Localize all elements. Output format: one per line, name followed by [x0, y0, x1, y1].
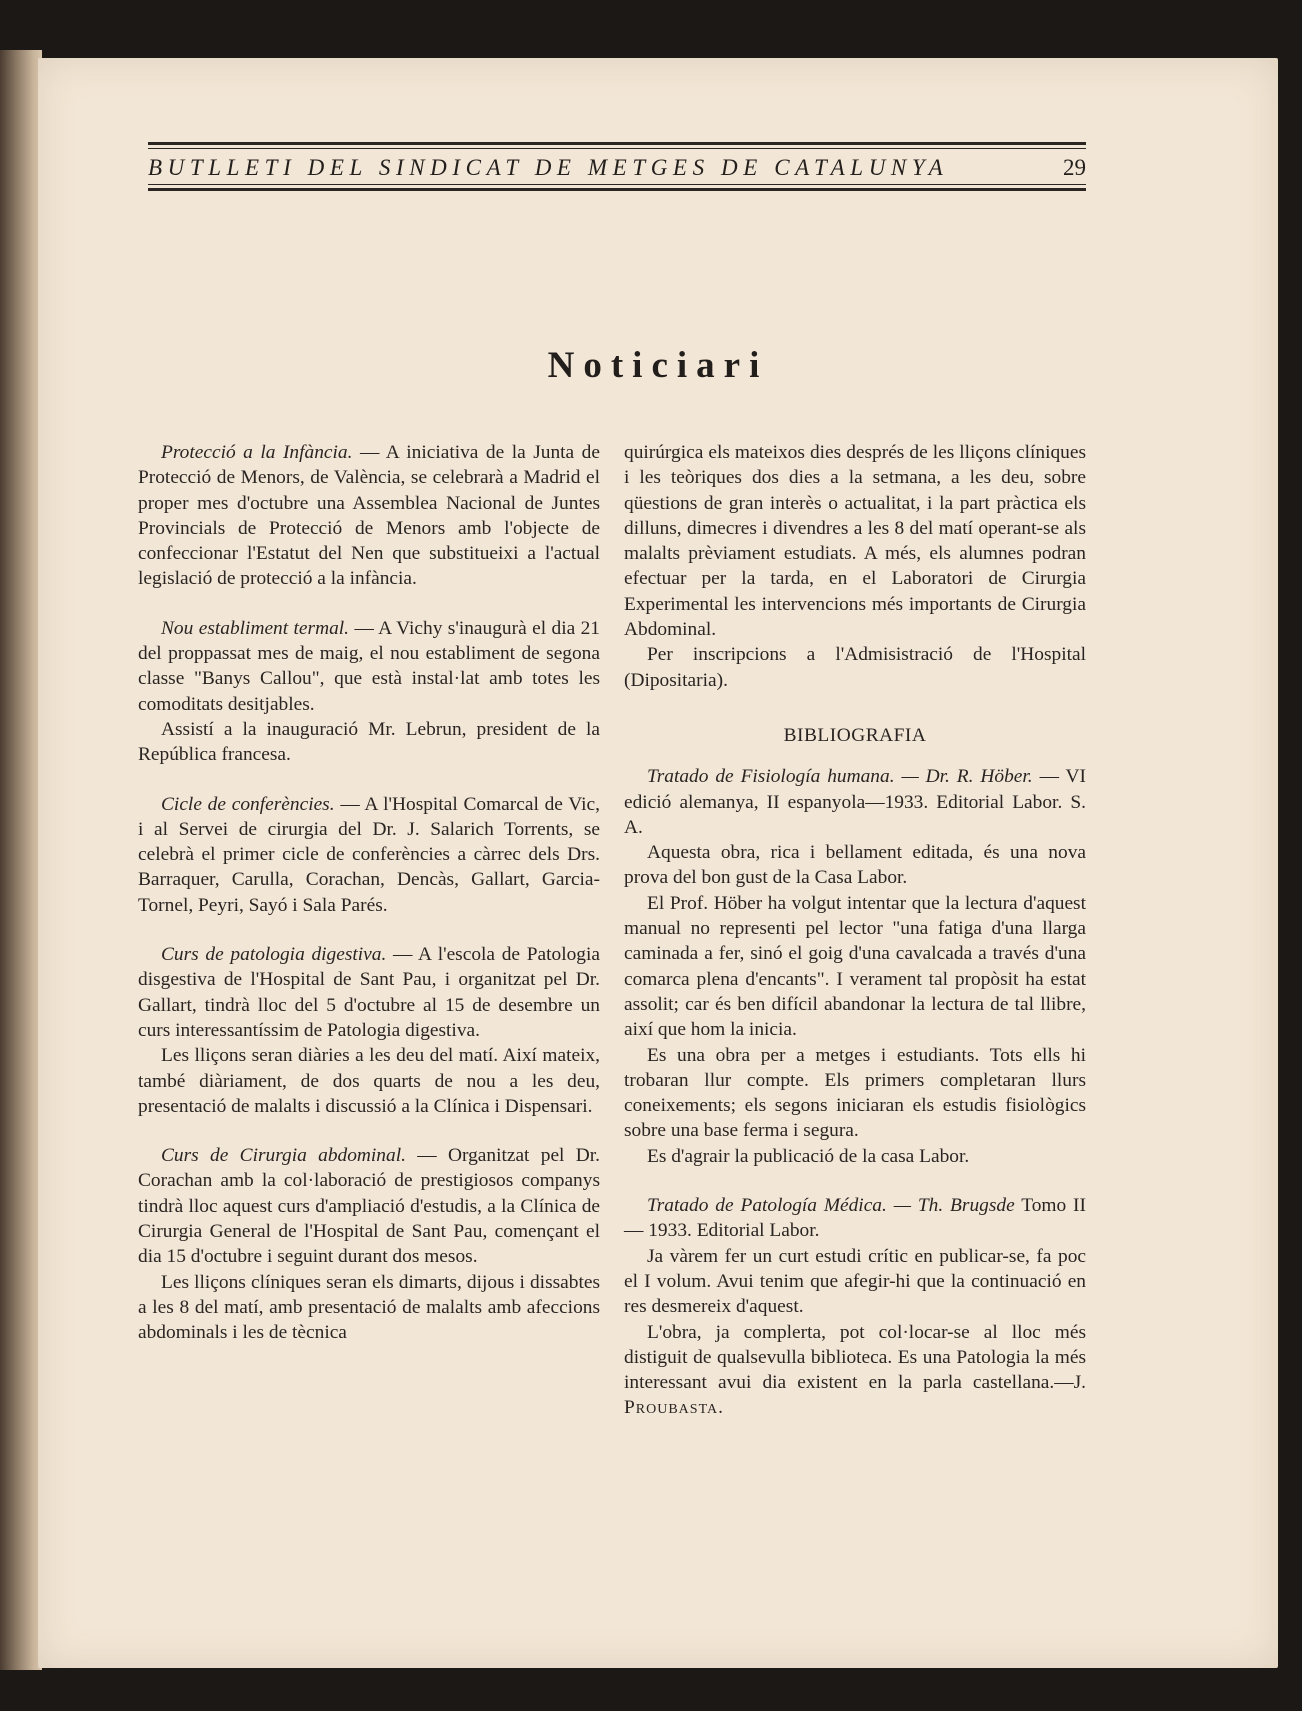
author-signature: Proubasta.: [624, 1397, 724, 1419]
article-cirurgia: [138, 1143, 600, 1269]
review-paragraph: El Prof. Höber ha volgut intentar que la lectura d'aquest manual no representi pel lector "una fatiga d'una llarga caminada a fer, sinó el goig d'una cavalcada a través d'una comarca plena d'encants". I verament tal propòsit ha estat assolit; car és ben difícil abandonar la lectura de tal llibre, així que hom la inicia.: [624, 892, 1086, 1041]
article-text: — A iniciativa de la Junta de Protecció de Menors, de València, se celebrarà a Madrid el proper mes d'octubre una Assemblea Nacional de Juntes Provincials de Protecció de Menors amb l'objecte de confeccionar l'Estatut del Nen que substitueixi a l'actual legislació de protecció a la infància.: [138, 442, 600, 590]
bibliography-heading: BIBLIOGRAFIA: [783, 724, 927, 746]
article-text: — A Vichy s'inaugurà el dia 21 del proppassat mes de maig, el nou establiment de segona classe "Banys Callou", que està instal·lat amb totes les comoditats desitjables.: [138, 617, 601, 715]
article-heading: Protecció a la Infància.: [161, 442, 353, 463]
journal-title: BUTLLETI DEL SINDICAT DE METGES DE CATALUNYA: [148, 155, 949, 180]
article-paragraph: Per inscripcions a l'Admisistració de l'Hospital (Dipositaria).: [624, 644, 1086, 691]
header-rule-bottom: [148, 188, 1086, 191]
book-spine-edge: [0, 50, 42, 1670]
article-heading: Curs de patologia digestiva.: [161, 944, 387, 966]
article-establiment: [138, 616, 600, 717]
article-paragraph: quirúrgica els mateixos dies després de les lliçons clíniques i les teòriques dos dies a la setmana, a les deu, sobre qüestions de gran interès o actualitat, i la part pràctica els dilluns, dimecres i divendres a les 8 del matí operant-se als malalts prèviament estudiats. A més, els alumnes podran efectuar per la tarda, en el Laboratori de Cirurgia Experimental les intervencions més importants de Cirurgia Abdominal.: [624, 442, 1086, 641]
article-patologia: [138, 942, 600, 1043]
article-paragraph: Les lliçons clíniques seran els dimarts, dijous i dissabtes a les 8 del matí, amb presentació de malalts amb afeccions abdominals i les de tècnica: [138, 1271, 600, 1344]
article-text: — A l'Hospital Comarcal de Vic, i al Servei de cirurgia del Dr. J. Salarich Torrents, se celebrà el primer cicle de conferències a càrrec dels Drs. Barraquer, Carulla, Corachan, Dencàs, Gallart, Garcia-Tornel, Peyri, Sayó i Sala Parés.: [138, 793, 600, 916]
running-header: [148, 142, 1086, 191]
article-heading: Curs de Cirurgia abdominal.: [161, 1145, 406, 1167]
review-paragraph: Aquesta obra, rica i bellament editada, és una nova prova del bon gust de la Casa Labor.: [624, 842, 1086, 889]
book-title: Tratado de Fisiología humana. — Dr. R. Höber.: [647, 766, 1033, 788]
review-paragraph: Es una obra per a metges i estudiants. Tots ells hi trobaran llur compte. Els primers completaran llurs coneixements; els segons iniciaran els estudis fisiològics sobre una base ferma i segura.: [624, 1044, 1086, 1142]
book-review-fisiologia: [624, 764, 1086, 840]
review-paragraph: Ja vàrem fer un curt estudi crític en publicar-se, fa poc el I volum. Avui tenim que afegir-hi que la continuació en res desmereix d'aquest.: [624, 1245, 1086, 1318]
article-paragraph: Les lliçons seran diàries a les deu del matí. Així mateix, també diàriament, de dos quarts de nou a les deu, presentació de malalts i discussió a la Clínica i Dispensari.: [138, 1045, 600, 1117]
book-review-patologia: [624, 1193, 1086, 1244]
article-heading: Nou establiment termal.: [161, 617, 350, 639]
article-paragraph: Assistí a la inauguració Mr. Lebrun, president de la República francesa.: [138, 718, 600, 766]
article-conferencies: [138, 792, 600, 918]
page-number: 29: [1063, 155, 1086, 180]
review-paragraph: Es d'agrair la publicació de la casa Labor.: [647, 1145, 970, 1167]
book-details: — VI edició alemanya, II espanyola—1933. Editorial Labor. S. A.: [624, 766, 1086, 838]
section-title: Noticiari: [547, 345, 769, 386]
article-text: — Organitzat pel Dr. Corachan amb la col·laboració de prestigiosos companys tindrà lloc aquest curs d'ampliació d'estudis, a la Clínica de Cirurgia General de l'Hospital de Sant Pau, començant el dia 15 d'octubre i seguint durant dos mesos.: [138, 1145, 600, 1268]
review-paragraph: [624, 1320, 1086, 1421]
page: [38, 58, 1278, 1668]
article-heading: Cicle de conferències.: [161, 793, 335, 815]
review-text: L'obra, ja complerta, pot col·locar-se al lloc més distiguit de qualsevulla biblioteca. Es una Patologia la més interessant avui dia existent en la parla castellana.—J.: [624, 1321, 1086, 1394]
book-title: Tratado de Patología Médica. — Th. Brugsde: [647, 1195, 1015, 1217]
book-details: Tomo II — 1933. Editorial Labor.: [624, 1195, 1086, 1242]
left-column: [138, 440, 600, 1346]
article-proteccio: [138, 440, 600, 592]
article-text: — A l'escola de Patologia disgestiva de l'Hospital de Sant Pau, i organitzat pel Dr. Gallart, tindrà lloc del 5 d'octubre al 15 de desembre un curs interessantíssim de Patologia digestiva.: [138, 944, 600, 1041]
right-column: [624, 440, 1086, 1421]
header-rule-top: [148, 142, 1086, 145]
header-rule-bottom-thin: [148, 184, 1086, 185]
